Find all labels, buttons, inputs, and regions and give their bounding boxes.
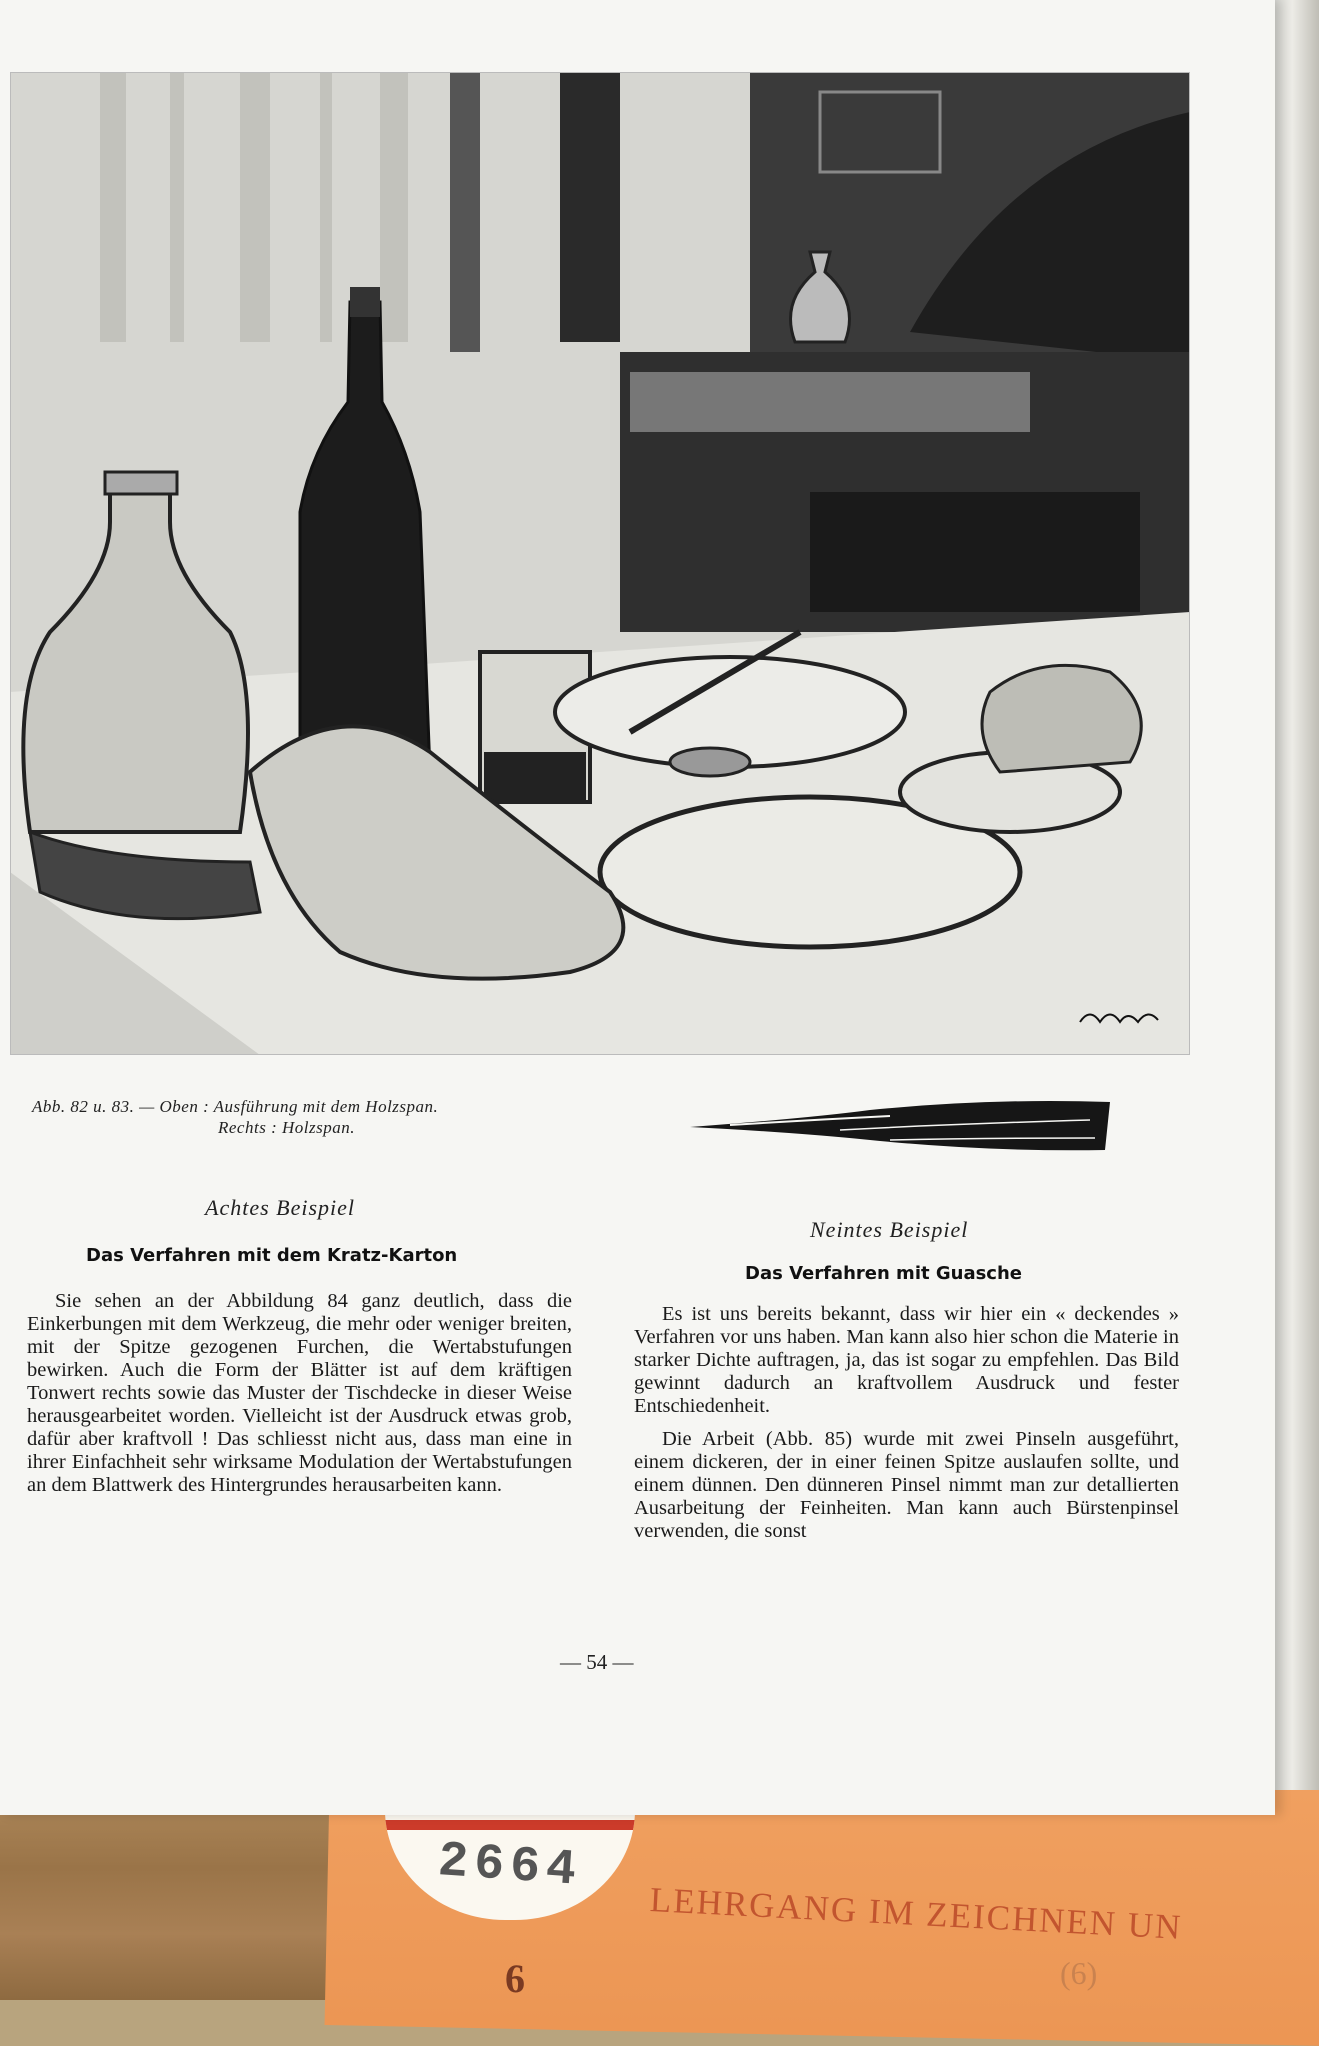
left-column-text <box>27 1290 572 1497</box>
sticker-number: 2664 <box>436 1833 584 1900</box>
page-number: — 54 — <box>560 1650 634 1674</box>
still-life-illustration <box>10 72 1190 1055</box>
section-title-right: Neintes Beispiel <box>810 1217 969 1242</box>
paragraph: Die Arbeit (Abb. 85) wurde mit zwei Pinseln ausgeführt, einem dickeren, der in einer feinen Spitze auslaufen sollte, und einem dünnen. Den dünneren Pinsel nimmt man zur detallierten Ausarbeitung der Feinheiten. Man kann auch Bürstenpinsel verwenden, die sonst <box>634 1428 1179 1542</box>
sticker-red-band <box>385 1820 635 1830</box>
wood-chip-illustration <box>690 1090 1120 1160</box>
folder-pencil-note: (6) <box>1060 1955 1098 1991</box>
figure-caption: Abb. 82 u. 83. — Oben : Ausführung mit dem Holzspan. <box>32 1097 439 1116</box>
page-edge <box>1275 0 1319 1790</box>
right-column-text <box>634 1303 1179 1613</box>
folder-title: LEHRGANG IM ZEICHNEN UN <box>649 1880 1184 1947</box>
section-title-left: Achtes Beispiel <box>205 1195 356 1220</box>
paragraph: Sie sehen an der Abbildung 84 ganz deutlich, dass die Einkerbungen mit dem Werkzeug, die mehr oder weniger breiten, mit der Spitze gezogenen Furchen, die Wertabstufungen bewirken. Auch die Form der Blätter ist auf dem kräftigen Tonwert rechts sowie das Muster der Tischdecke in dieser Weise herausgearbeitet worden. Vielleicht ist der Ausdruck etwas grob, dafür aber kraftvoll ! Das schliesst nicht aus, dass man eine in ihrer Einfachheit sehr wirksame Modulation der Wertabstufungen an dem Blattwerk des Hintergrundes herausarbeiten kann. <box>27 1290 572 1496</box>
figure-caption-continued: Rechts : Holzspan. <box>218 1118 355 1137</box>
folder-digit: 6 <box>505 1956 525 2001</box>
paragraph: Es ist uns bereits bekannt, dass wir hier ein « deckendes » Verfahren vor uns haben. Man kann also hier schon die Materie in starker Dichte auftragen, ja, das ist sogar zu empfehlen. Das Bild gewinnt dadurch an kraftvollem Ausdruck und fester Entschiedenheit. <box>634 1303 1179 1417</box>
section-subtitle-right: Das Verfahren mit Guasche <box>745 1263 1022 1284</box>
section-subtitle-left: Das Verfahren mit dem Kratz-Karton <box>86 1245 458 1266</box>
